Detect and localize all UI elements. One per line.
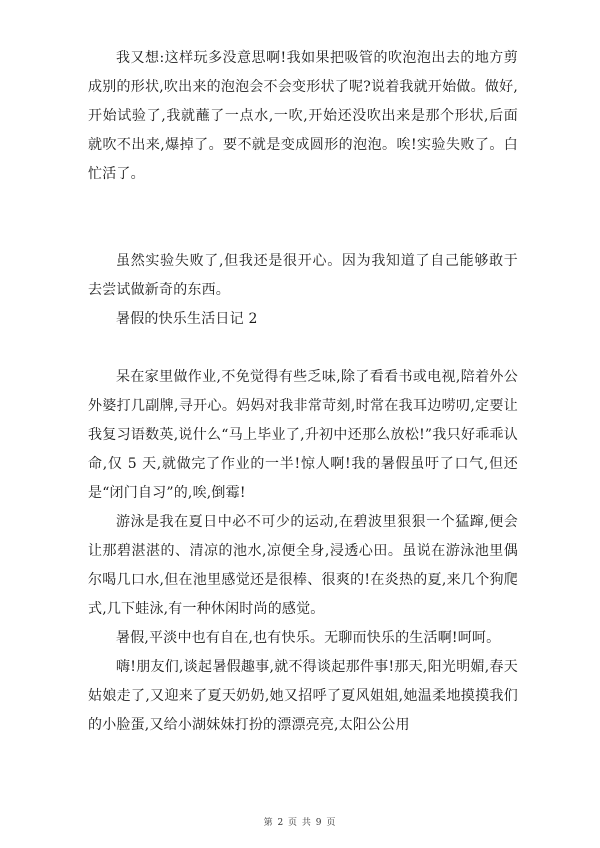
paragraph-bubble-experiment: 我又想:这样玩多没意思啊!我如果把吸管的吹泡泡出去的地方剪成别的形状,吹出来的泡泡会不会变形状了呢?说着我就开始做。做好,开始试验了,我就蘸了一点水,一吹,开始还没吹出来是那个形状,后面就吹不出来,爆掉了。要不就是变成圆形的泡泡。唉!实验失败了。白忙活了。 <box>88 50 518 182</box>
paragraph-summer-life: 暑假,平淡中也有自在,也有快乐。无聊而快乐的生活啊!呵呵。 <box>116 630 501 646</box>
page-footer: 第 2 页 共 9 页 <box>263 818 337 828</box>
paragraph-swimming: 游泳是我在夏日中必不可少的运动,在碧波里狠狠一个猛蹿,便会让那碧湛湛的、清凉的池水,凉便全身,浸透心田。虽说在游泳池里偶尔喝几口水,但在池里感觉还是很棒、很爽的!在炎热的夏,来几个狗爬式,几下蛙泳,有一种休闲时尚的感觉。 <box>88 514 518 617</box>
paragraph-homework: 呆在家里做作业,不免觉得有些乏味,除了看看书或电视,陪着外公外婆打几副牌,寻开心。妈妈对我非常苛刻,时常在我耳边唠叨,定要让我复习语数英,说什么“马上毕业了,升初中还那么放松!”我只好乖乖认命,仅 5 天,就做完了作业的一半!惊人啊!我的暑假虽吁了口气,但还是“闭门自习”的,唉,倒霉! <box>88 369 518 501</box>
paragraph-summer-story: 嗨!朋友们,谈起暑假趣事,就不得谈起那件事!那天,阳光明媚,春天姑娘走了,又迎来了夏天奶奶,她又招呼了夏风姐姐,她温柔地摸摸我们的小脸蛋,又给小湖妹妹打扮的漂漂亮亮,太阳公公用 <box>88 659 518 733</box>
paragraph-experiment-conclusion: 虽然实验失败了,但我还是很开心。因为我知道了自己能够敢于去尝试做新奇的东西。 <box>88 253 518 298</box>
section-title: 暑假的快乐生活日记 2 <box>116 311 258 327</box>
